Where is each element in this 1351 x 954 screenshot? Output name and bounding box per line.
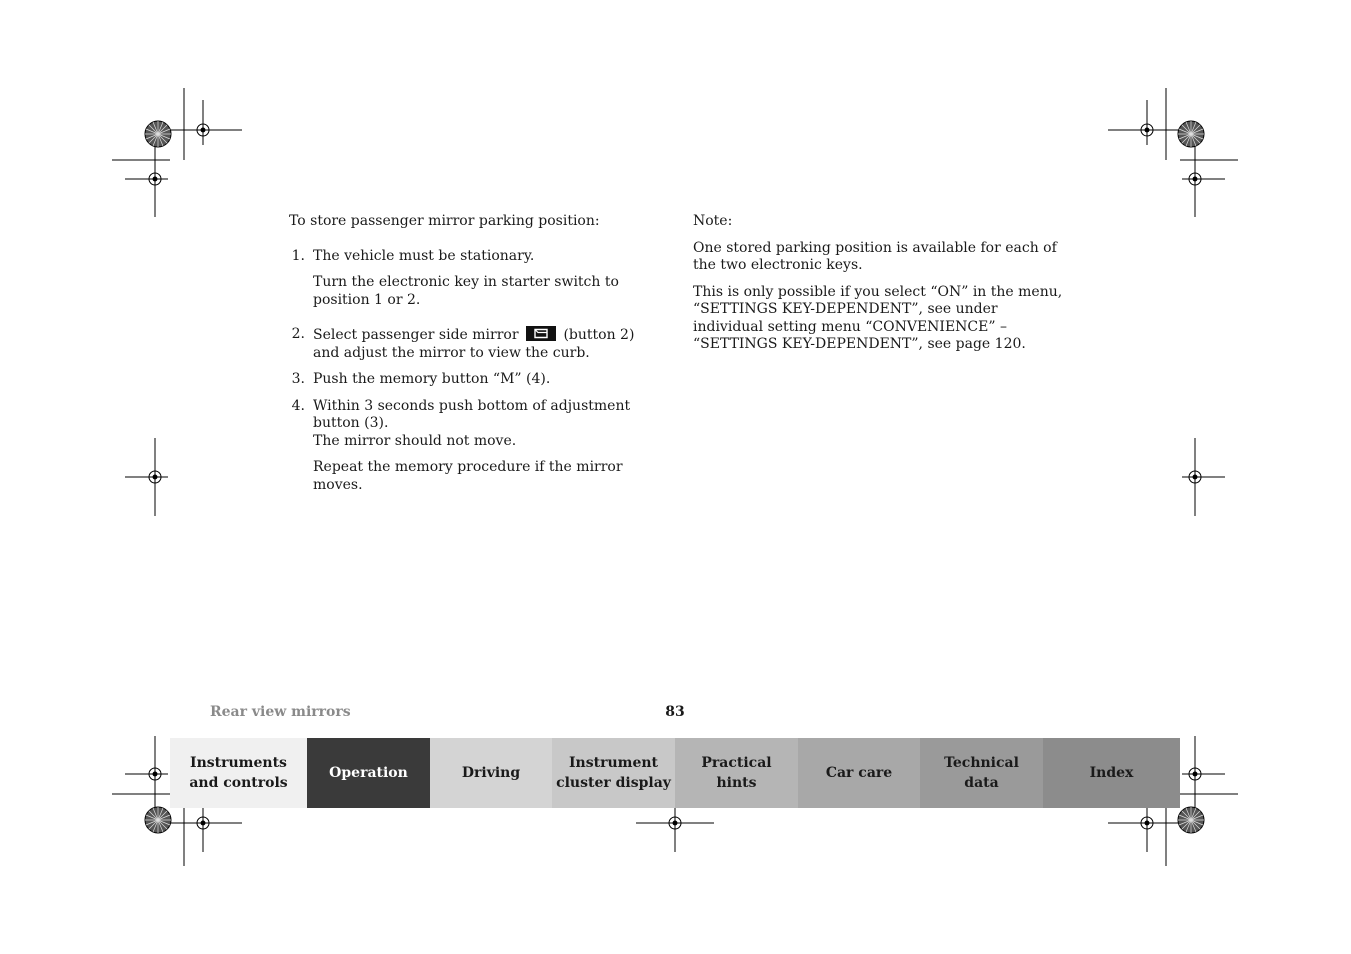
step-number: 3. <box>291 371 305 387</box>
intro-text: To store passenger mirror parking position: <box>289 213 600 229</box>
tab-instruments-and-controls[interactable] <box>170 738 307 808</box>
tab-label-line2: data <box>964 775 999 791</box>
step-3 <box>289 371 659 389</box>
tab-label: Car care <box>825 765 893 781</box>
page-number: 83 <box>665 704 685 720</box>
step-text <box>313 326 659 362</box>
section-title: Rear view mirrors <box>210 704 351 720</box>
step-text-line2: The mirror should not move. <box>313 432 517 449</box>
left-column <box>289 213 659 503</box>
step-2 <box>289 326 659 362</box>
tab-label-line2: and controls <box>189 775 288 791</box>
note-heading: Note: <box>693 213 733 229</box>
tab-label-line1: Instrument <box>569 755 658 771</box>
tab-label: Driving <box>461 765 521 781</box>
step-4 <box>289 398 659 495</box>
chapter-tab-bar <box>170 738 1180 808</box>
tab-label-line1: Instruments <box>190 755 287 771</box>
step-subtext: Turn the electronic key in starter switch to position 1 or 2. <box>313 274 619 308</box>
tab-car-care[interactable] <box>798 738 920 808</box>
step-1 <box>289 248 659 310</box>
step-subtext: Repeat the memory procedure if the mirror moves. <box>313 459 623 493</box>
tab-label: Index <box>1089 765 1134 781</box>
tab-practical-hints[interactable] <box>675 738 798 808</box>
tab-label-line2: cluster display <box>556 775 671 791</box>
step-text: The vehicle must be stationary. <box>313 247 535 264</box>
tab-index[interactable] <box>1043 738 1180 808</box>
tab-label: Practical hints <box>701 755 772 791</box>
step-number: 1. <box>291 247 305 264</box>
note-paragraph-2: This is only possible if you select “ON” in the menu, “SETTINGS KEY-DEPENDENT”, see under individual setting menu “CONVENIENCE” – “SETTINGS KEY-DEPENDENT”, see page 120. <box>693 283 1063 352</box>
tab-label-line1: Technical <box>944 755 1019 771</box>
tab-driving[interactable] <box>430 738 552 808</box>
step-number: 2. <box>291 326 305 342</box>
step-text: Push the memory button “M” (4). <box>313 371 551 387</box>
note-paragraph-1: One stored parking position is available for each of the two electronic keys. <box>693 239 1057 273</box>
tab-instrument-cluster-display[interactable] <box>552 738 675 808</box>
tab-technical-data[interactable] <box>920 738 1043 808</box>
step-text: Within 3 seconds push bottom of adjustment button (3). <box>313 397 631 431</box>
tab-label: Operation <box>329 765 408 781</box>
step-text-before: Select passenger side mirror <box>313 327 519 343</box>
tab-operation[interactable] <box>307 738 430 808</box>
step-text-after: (button 2) and adjust the mirror to view the curb. <box>313 327 635 361</box>
passenger-mirror-key-icon <box>526 326 556 341</box>
right-column <box>693 213 1063 363</box>
step-number: 4. <box>291 397 305 414</box>
